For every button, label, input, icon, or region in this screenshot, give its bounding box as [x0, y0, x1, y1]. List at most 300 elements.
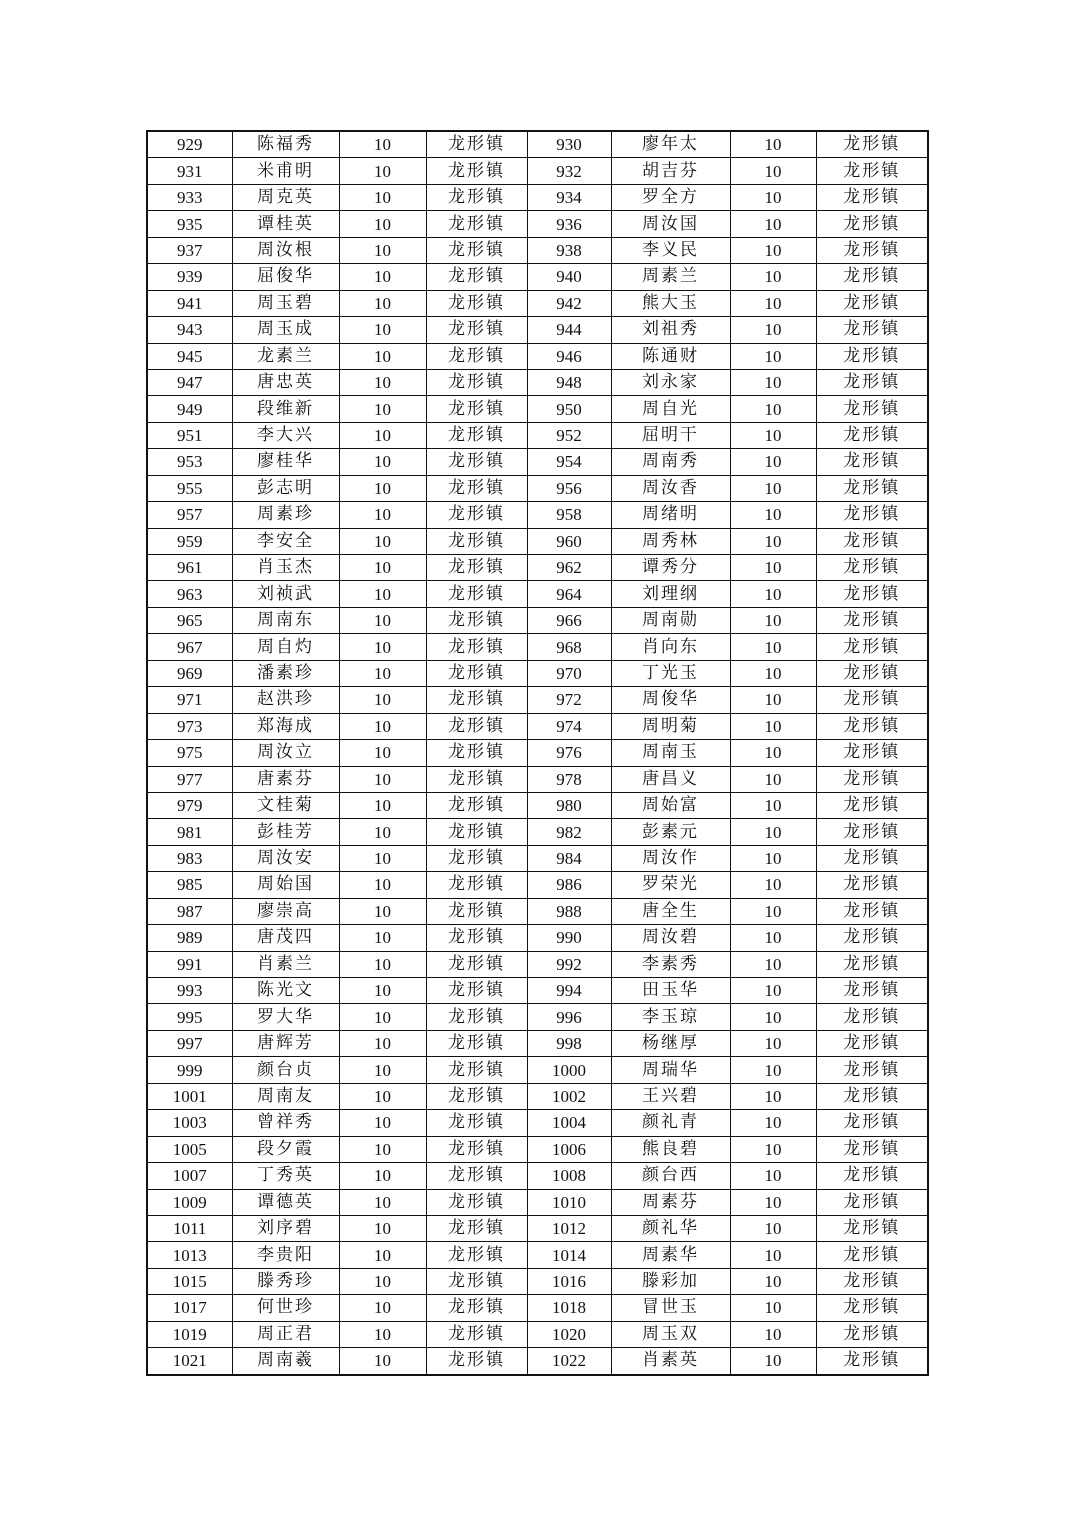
town-name-cell: 龙形镇 — [426, 290, 527, 316]
amount-cell: 10 — [339, 660, 426, 686]
town-name-cell: 龙形镇 — [426, 184, 527, 210]
amount-cell: 10 — [730, 237, 816, 263]
record-id-cell: 935 — [147, 211, 232, 237]
town-name-cell: 龙形镇 — [426, 687, 527, 713]
record-id-cell: 984 — [527, 845, 611, 871]
table-row — [147, 687, 928, 713]
record-id-cell: 930 — [527, 131, 611, 158]
person-name-cell: 肖素兰 — [232, 951, 339, 977]
amount-cell: 10 — [730, 1189, 816, 1215]
person-name-cell: 段夕霞 — [232, 1136, 339, 1162]
amount-cell: 10 — [730, 290, 816, 316]
amount-cell: 10 — [339, 687, 426, 713]
town-name-cell: 龙形镇 — [816, 184, 928, 210]
table-row — [147, 449, 928, 475]
town-name-cell: 龙形镇 — [426, 1030, 527, 1056]
record-id-cell: 985 — [147, 872, 232, 898]
record-id-cell: 946 — [527, 343, 611, 369]
person-name-cell: 颜台贞 — [232, 1057, 339, 1083]
record-id-cell: 959 — [147, 528, 232, 554]
record-id-cell: 992 — [527, 951, 611, 977]
table-row — [147, 845, 928, 871]
amount-cell: 10 — [730, 1110, 816, 1136]
person-name-cell: 李玉琼 — [611, 1004, 730, 1030]
amount-cell: 10 — [339, 898, 426, 924]
record-id-cell: 960 — [527, 528, 611, 554]
person-name-cell: 周始国 — [232, 872, 339, 898]
town-name-cell: 龙形镇 — [426, 1242, 527, 1268]
record-id-cell: 1009 — [147, 1189, 232, 1215]
table-row — [147, 264, 928, 290]
table-row — [147, 237, 928, 263]
table-row — [147, 1136, 928, 1162]
town-name-cell: 龙形镇 — [816, 1295, 928, 1321]
record-id-cell: 942 — [527, 290, 611, 316]
person-name-cell: 陈福秀 — [232, 131, 339, 158]
town-name-cell: 龙形镇 — [816, 1083, 928, 1109]
amount-cell: 10 — [730, 502, 816, 528]
record-id-cell: 986 — [527, 872, 611, 898]
person-name-cell: 王兴碧 — [611, 1083, 730, 1109]
roster-body — [147, 131, 928, 1375]
amount-cell: 10 — [730, 1057, 816, 1083]
person-name-cell: 廖年太 — [611, 131, 730, 158]
town-name-cell: 龙形镇 — [426, 1110, 527, 1136]
record-id-cell: 933 — [147, 184, 232, 210]
person-name-cell: 周自灼 — [232, 634, 339, 660]
person-name-cell: 廖崇高 — [232, 898, 339, 924]
record-id-cell: 944 — [527, 317, 611, 343]
town-name-cell: 龙形镇 — [426, 1163, 527, 1189]
amount-cell: 10 — [730, 475, 816, 501]
amount-cell: 10 — [730, 528, 816, 554]
person-name-cell: 周俊华 — [611, 687, 730, 713]
town-name-cell: 龙形镇 — [426, 872, 527, 898]
record-id-cell: 996 — [527, 1004, 611, 1030]
record-id-cell: 988 — [527, 898, 611, 924]
record-id-cell: 931 — [147, 158, 232, 184]
amount-cell: 10 — [730, 184, 816, 210]
amount-cell: 10 — [730, 819, 816, 845]
town-name-cell: 龙形镇 — [426, 1136, 527, 1162]
record-id-cell: 978 — [527, 766, 611, 792]
person-name-cell: 周南羲 — [232, 1348, 339, 1375]
record-id-cell: 1014 — [527, 1242, 611, 1268]
town-name-cell: 龙形镇 — [816, 264, 928, 290]
person-name-cell: 李贵阳 — [232, 1242, 339, 1268]
amount-cell: 10 — [730, 951, 816, 977]
person-name-cell: 潘素珍 — [232, 660, 339, 686]
table-row — [147, 740, 928, 766]
record-id-cell: 1004 — [527, 1110, 611, 1136]
person-name-cell: 刘祖秀 — [611, 317, 730, 343]
record-id-cell: 957 — [147, 502, 232, 528]
person-name-cell: 罗大华 — [232, 1004, 339, 1030]
record-id-cell: 990 — [527, 925, 611, 951]
table-row — [147, 607, 928, 633]
person-name-cell: 周克英 — [232, 184, 339, 210]
amount-cell: 10 — [339, 131, 426, 158]
table-row — [147, 792, 928, 818]
town-name-cell: 龙形镇 — [816, 819, 928, 845]
amount-cell: 10 — [339, 343, 426, 369]
record-id-cell: 949 — [147, 396, 232, 422]
amount-cell: 10 — [730, 792, 816, 818]
amount-cell: 10 — [730, 158, 816, 184]
town-name-cell: 龙形镇 — [426, 1004, 527, 1030]
person-name-cell: 周南友 — [232, 1083, 339, 1109]
amount-cell: 10 — [339, 872, 426, 898]
town-name-cell: 龙形镇 — [426, 369, 527, 395]
amount-cell: 10 — [339, 211, 426, 237]
amount-cell: 10 — [339, 845, 426, 871]
town-name-cell: 龙形镇 — [426, 581, 527, 607]
town-name-cell: 龙形镇 — [816, 1189, 928, 1215]
person-name-cell: 唐忠英 — [232, 369, 339, 395]
table-row — [147, 978, 928, 1004]
amount-cell: 10 — [339, 1321, 426, 1347]
person-name-cell: 丁秀英 — [232, 1163, 339, 1189]
record-id-cell: 995 — [147, 1004, 232, 1030]
amount-cell: 10 — [730, 1163, 816, 1189]
amount-cell: 10 — [339, 1030, 426, 1056]
record-id-cell: 1006 — [527, 1136, 611, 1162]
person-name-cell: 周汝香 — [611, 475, 730, 501]
record-id-cell: 1013 — [147, 1242, 232, 1268]
person-name-cell: 廖桂华 — [232, 449, 339, 475]
person-name-cell: 刘理纲 — [611, 581, 730, 607]
amount-cell: 10 — [339, 1268, 426, 1294]
person-name-cell: 肖素英 — [611, 1348, 730, 1375]
town-name-cell: 龙形镇 — [816, 317, 928, 343]
table-row — [147, 1348, 928, 1375]
town-name-cell: 龙形镇 — [426, 713, 527, 739]
record-id-cell: 1020 — [527, 1321, 611, 1347]
table-row — [147, 396, 928, 422]
town-name-cell: 龙形镇 — [426, 343, 527, 369]
record-id-cell: 1007 — [147, 1163, 232, 1189]
town-name-cell: 龙形镇 — [426, 475, 527, 501]
table-row — [147, 184, 928, 210]
amount-cell: 10 — [730, 264, 816, 290]
person-name-cell: 周汝根 — [232, 237, 339, 263]
table-row — [147, 713, 928, 739]
person-name-cell: 李素秀 — [611, 951, 730, 977]
amount-cell: 10 — [730, 766, 816, 792]
record-id-cell: 991 — [147, 951, 232, 977]
record-id-cell: 954 — [527, 449, 611, 475]
amount-cell: 10 — [339, 422, 426, 448]
amount-cell: 10 — [339, 607, 426, 633]
record-id-cell: 1017 — [147, 1295, 232, 1321]
town-name-cell: 龙形镇 — [816, 1242, 928, 1268]
amount-cell: 10 — [339, 766, 426, 792]
person-name-cell: 李安全 — [232, 528, 339, 554]
record-id-cell: 961 — [147, 555, 232, 581]
amount-cell: 10 — [730, 317, 816, 343]
town-name-cell: 龙形镇 — [816, 1268, 928, 1294]
town-name-cell: 龙形镇 — [426, 951, 527, 977]
amount-cell: 10 — [339, 978, 426, 1004]
record-id-cell: 965 — [147, 607, 232, 633]
town-name-cell: 龙形镇 — [816, 872, 928, 898]
town-name-cell: 龙形镇 — [426, 131, 527, 158]
person-name-cell: 周素兰 — [611, 264, 730, 290]
table-row — [147, 872, 928, 898]
town-name-cell: 龙形镇 — [426, 792, 527, 818]
town-name-cell: 龙形镇 — [426, 845, 527, 871]
amount-cell: 10 — [339, 1189, 426, 1215]
town-name-cell: 龙形镇 — [426, 211, 527, 237]
person-name-cell: 唐昌义 — [611, 766, 730, 792]
amount-cell: 10 — [730, 1004, 816, 1030]
person-name-cell: 周玉双 — [611, 1321, 730, 1347]
person-name-cell: 郑海成 — [232, 713, 339, 739]
person-name-cell: 周绪明 — [611, 502, 730, 528]
amount-cell: 10 — [730, 845, 816, 871]
person-name-cell: 丁光玉 — [611, 660, 730, 686]
person-name-cell: 颜礼华 — [611, 1215, 730, 1241]
town-name-cell: 龙形镇 — [816, 290, 928, 316]
amount-cell: 10 — [730, 396, 816, 422]
town-name-cell: 龙形镇 — [816, 581, 928, 607]
table-row — [147, 1083, 928, 1109]
amount-cell: 10 — [339, 792, 426, 818]
person-name-cell: 肖玉杰 — [232, 555, 339, 581]
town-name-cell: 龙形镇 — [816, 1057, 928, 1083]
record-id-cell: 932 — [527, 158, 611, 184]
person-name-cell: 刘序碧 — [232, 1215, 339, 1241]
table-row — [147, 343, 928, 369]
amount-cell: 10 — [339, 317, 426, 343]
record-id-cell: 999 — [147, 1057, 232, 1083]
person-name-cell: 龙素兰 — [232, 343, 339, 369]
record-id-cell: 1019 — [147, 1321, 232, 1347]
record-id-cell: 974 — [527, 713, 611, 739]
town-name-cell: 龙形镇 — [816, 713, 928, 739]
amount-cell: 10 — [730, 925, 816, 951]
record-id-cell: 947 — [147, 369, 232, 395]
person-name-cell: 罗荣光 — [611, 872, 730, 898]
amount-cell: 10 — [339, 290, 426, 316]
town-name-cell: 龙形镇 — [816, 1136, 928, 1162]
town-name-cell: 龙形镇 — [426, 1348, 527, 1375]
amount-cell: 10 — [339, 1110, 426, 1136]
town-name-cell: 龙形镇 — [816, 740, 928, 766]
person-name-cell: 罗全方 — [611, 184, 730, 210]
amount-cell: 10 — [730, 607, 816, 633]
town-name-cell: 龙形镇 — [426, 264, 527, 290]
record-id-cell: 1002 — [527, 1083, 611, 1109]
person-name-cell: 屈明干 — [611, 422, 730, 448]
record-id-cell: 951 — [147, 422, 232, 448]
person-name-cell: 周南东 — [232, 607, 339, 633]
record-id-cell: 970 — [527, 660, 611, 686]
town-name-cell: 龙形镇 — [816, 396, 928, 422]
table-row — [147, 422, 928, 448]
record-id-cell: 1008 — [527, 1163, 611, 1189]
amount-cell: 10 — [730, 449, 816, 475]
person-name-cell: 周汝碧 — [611, 925, 730, 951]
town-name-cell: 龙形镇 — [816, 607, 928, 633]
town-name-cell: 龙形镇 — [426, 1268, 527, 1294]
amount-cell: 10 — [339, 369, 426, 395]
amount-cell: 10 — [730, 581, 816, 607]
record-id-cell: 950 — [527, 396, 611, 422]
record-id-cell: 976 — [527, 740, 611, 766]
town-name-cell: 龙形镇 — [816, 1348, 928, 1375]
person-name-cell: 滕彩加 — [611, 1268, 730, 1294]
town-name-cell: 龙形镇 — [816, 1004, 928, 1030]
table-row — [147, 634, 928, 660]
person-name-cell: 赵洪珍 — [232, 687, 339, 713]
town-name-cell: 龙形镇 — [816, 1163, 928, 1189]
person-name-cell: 周南勋 — [611, 607, 730, 633]
record-id-cell: 948 — [527, 369, 611, 395]
record-id-cell: 1001 — [147, 1083, 232, 1109]
amount-cell: 10 — [730, 1136, 816, 1162]
table-row — [147, 211, 928, 237]
record-id-cell: 934 — [527, 184, 611, 210]
person-name-cell: 李大兴 — [232, 422, 339, 448]
amount-cell: 10 — [730, 740, 816, 766]
person-name-cell: 周玉碧 — [232, 290, 339, 316]
roster-table — [146, 130, 929, 1376]
amount-cell: 10 — [730, 1348, 816, 1375]
person-name-cell: 李义民 — [611, 237, 730, 263]
record-id-cell: 962 — [527, 555, 611, 581]
amount-cell: 10 — [730, 1215, 816, 1241]
table-row — [147, 131, 928, 158]
table-row — [147, 555, 928, 581]
record-id-cell: 1015 — [147, 1268, 232, 1294]
amount-cell: 10 — [730, 422, 816, 448]
person-name-cell: 谭桂英 — [232, 211, 339, 237]
record-id-cell: 977 — [147, 766, 232, 792]
person-name-cell: 周素珍 — [232, 502, 339, 528]
record-id-cell: 958 — [527, 502, 611, 528]
amount-cell: 10 — [339, 555, 426, 581]
person-name-cell: 米甫明 — [232, 158, 339, 184]
person-name-cell: 周汝国 — [611, 211, 730, 237]
person-name-cell: 唐全生 — [611, 898, 730, 924]
amount-cell: 10 — [730, 369, 816, 395]
record-id-cell: 994 — [527, 978, 611, 1004]
amount-cell: 10 — [730, 1268, 816, 1294]
table-row — [147, 1189, 928, 1215]
town-name-cell: 龙形镇 — [816, 1215, 928, 1241]
record-id-cell: 983 — [147, 845, 232, 871]
record-id-cell: 936 — [527, 211, 611, 237]
table-row — [147, 317, 928, 343]
town-name-cell: 龙形镇 — [426, 528, 527, 554]
town-name-cell: 龙形镇 — [426, 1057, 527, 1083]
record-id-cell: 1003 — [147, 1110, 232, 1136]
person-name-cell: 熊大玉 — [611, 290, 730, 316]
table-row — [147, 158, 928, 184]
person-name-cell: 唐茂四 — [232, 925, 339, 951]
table-row — [147, 1215, 928, 1241]
town-name-cell: 龙形镇 — [816, 845, 928, 871]
record-id-cell: 955 — [147, 475, 232, 501]
amount-cell: 10 — [730, 978, 816, 1004]
amount-cell: 10 — [339, 1348, 426, 1375]
table-row — [147, 528, 928, 554]
town-name-cell: 龙形镇 — [426, 766, 527, 792]
person-name-cell: 周素华 — [611, 1242, 730, 1268]
town-name-cell: 龙形镇 — [426, 740, 527, 766]
person-name-cell: 杨继厚 — [611, 1030, 730, 1056]
town-name-cell: 龙形镇 — [426, 1215, 527, 1241]
table-row — [147, 898, 928, 924]
amount-cell: 10 — [730, 898, 816, 924]
town-name-cell: 龙形镇 — [816, 978, 928, 1004]
record-id-cell: 940 — [527, 264, 611, 290]
amount-cell: 10 — [730, 1321, 816, 1347]
amount-cell: 10 — [339, 713, 426, 739]
roster-sheet — [146, 130, 927, 1376]
amount-cell: 10 — [339, 158, 426, 184]
person-name-cell: 周南秀 — [611, 449, 730, 475]
table-row — [147, 951, 928, 977]
table-row — [147, 502, 928, 528]
record-id-cell: 1016 — [527, 1268, 611, 1294]
town-name-cell: 龙形镇 — [426, 634, 527, 660]
town-name-cell: 龙形镇 — [426, 1083, 527, 1109]
town-name-cell: 龙形镇 — [816, 1030, 928, 1056]
person-name-cell: 周明菊 — [611, 713, 730, 739]
town-name-cell: 龙形镇 — [426, 1321, 527, 1347]
person-name-cell: 周自光 — [611, 396, 730, 422]
person-name-cell: 唐素芬 — [232, 766, 339, 792]
town-name-cell: 龙形镇 — [426, 449, 527, 475]
record-id-cell: 938 — [527, 237, 611, 263]
amount-cell: 10 — [730, 713, 816, 739]
person-name-cell: 陈光文 — [232, 978, 339, 1004]
amount-cell: 10 — [339, 528, 426, 554]
amount-cell: 10 — [339, 740, 426, 766]
record-id-cell: 1005 — [147, 1136, 232, 1162]
table-row — [147, 369, 928, 395]
table-row — [147, 1030, 928, 1056]
amount-cell: 10 — [339, 581, 426, 607]
amount-cell: 10 — [730, 343, 816, 369]
person-name-cell: 周正君 — [232, 1321, 339, 1347]
amount-cell: 10 — [339, 1136, 426, 1162]
amount-cell: 10 — [339, 1004, 426, 1030]
town-name-cell: 龙形镇 — [426, 1189, 527, 1215]
record-id-cell: 953 — [147, 449, 232, 475]
record-id-cell: 993 — [147, 978, 232, 1004]
table-row — [147, 1268, 928, 1294]
amount-cell: 10 — [339, 1295, 426, 1321]
person-name-cell: 刘永家 — [611, 369, 730, 395]
person-name-cell: 周素芬 — [611, 1189, 730, 1215]
town-name-cell: 龙形镇 — [816, 687, 928, 713]
amount-cell: 10 — [730, 1030, 816, 1056]
town-name-cell: 龙形镇 — [426, 978, 527, 1004]
record-id-cell: 941 — [147, 290, 232, 316]
record-id-cell: 966 — [527, 607, 611, 633]
amount-cell: 10 — [339, 237, 426, 263]
record-id-cell: 1012 — [527, 1215, 611, 1241]
amount-cell: 10 — [730, 211, 816, 237]
amount-cell: 10 — [339, 184, 426, 210]
person-name-cell: 冒世玉 — [611, 1295, 730, 1321]
town-name-cell: 龙形镇 — [426, 237, 527, 263]
record-id-cell: 1021 — [147, 1348, 232, 1375]
person-name-cell: 刘祯武 — [232, 581, 339, 607]
